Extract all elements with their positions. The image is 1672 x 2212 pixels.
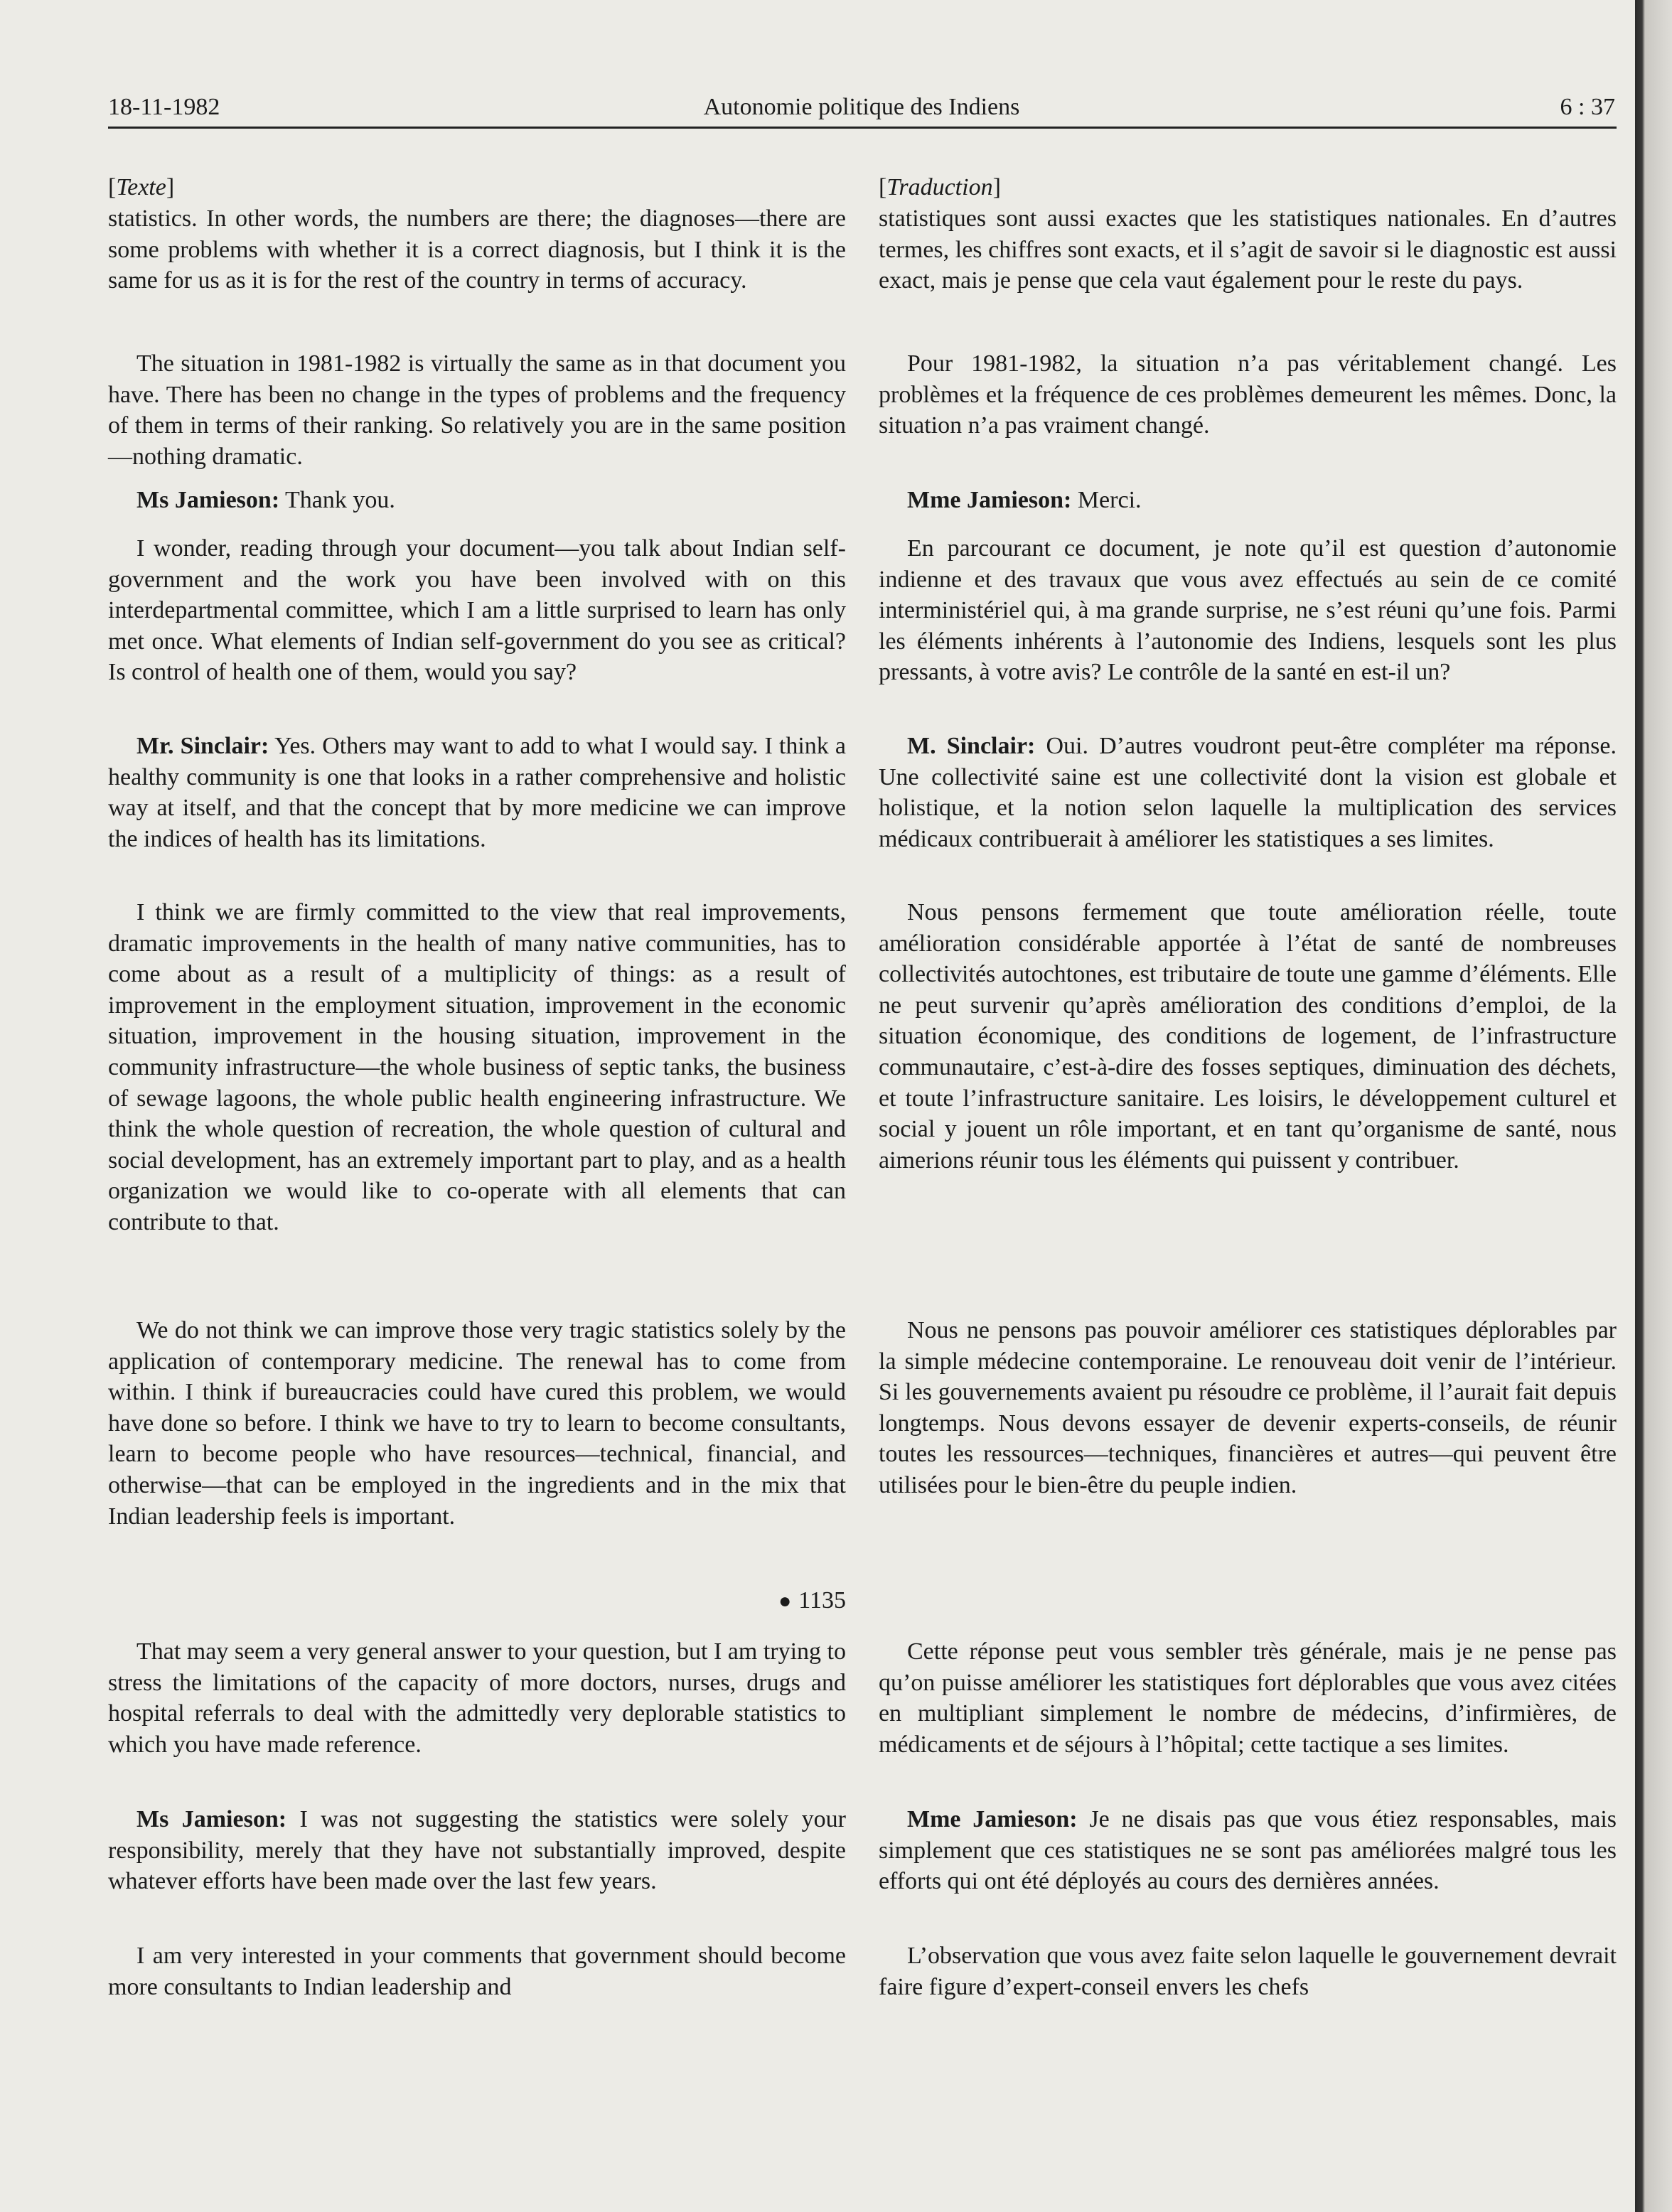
paragraph: Mme Jamieson: Je ne disais pas que vous étiez responsables, mais simplement que ces statistiques ne se sont pas améliorées malgré tous les efforts qui ont été déployés au cours des dernières années. <box>879 1806 1617 1895</box>
timestamp: ● 1135 <box>778 1587 846 1614</box>
paragraph: L’observation que vous avez faite selon laquelle le gouvernement devrait faire figure d’expert-conseil envers les chefs <box>879 1943 1617 2000</box>
paragraph: Mme Jamieson: Merci. <box>907 487 1142 513</box>
speaker-name: Mme Jamieson: <box>907 487 1072 513</box>
paragraph: Cette réponse peut vous sembler très générale, mais je ne pense pas qu’on puisse améliorer les statistiques fort déplorables que vous avez citées en multipliant simplement le nombre de médecins, d’infirmières, de médicaments et de séjours à l’hôpital; cette tactique a ses limites. <box>879 1638 1617 1758</box>
paragraph: Ms Jamieson: I was not suggesting the statistics were solely your responsibility, merely that they have not substantially improved, despite whatever efforts have been made over the last few years. <box>108 1806 846 1895</box>
paragraph: statistiques sont aussi exactes que les statistiques nationales. En d’autres termes, les chiffres sont exacts, et il s’agit de savoir si le diagnostic est aussi exact, mais je pense que cela vaut également pour le reste du pays. <box>879 205 1617 294</box>
paragraph: I wonder, reading through your document—you talk about Indian self-government and the work you have been involved with on this interdepartmental committee, which I am a little surprised to learn has only met once. What elements of Indian self-government do you see as critical? Is control of health one of them, would you say? <box>108 535 846 686</box>
speaker-name: Ms Jamieson: <box>136 1806 287 1832</box>
section-label-traduction: [Traduction] <box>879 174 1001 200</box>
paragraph: I think we are firmly committed to the view that real improvements, dramatic improvements in the health of many native communities, has to come about as a result of a multiplicity of things: as a result of improvement in the employment situation, improvement in the economic situation, improvement in the housing situation, improvement in the community infrastructure—the whole business of septic tanks, the business of sewage lagoons, the whole public health engineering infrastructure. We think the whole question of recreation, the whole question of cultural and social development, has an extremely important part to play, and as a health organization we would like to co-operate with all elements that can contribute to that. <box>108 899 846 1235</box>
header-page-number: 6 : 37 <box>1560 94 1615 120</box>
speaker-name: M. Sinclair: <box>907 733 1036 759</box>
section-label-texte: [Texte] <box>108 174 175 200</box>
header-title: Autonomie politique des Indiens <box>703 94 1020 120</box>
paragraph: Pour 1981-1982, la situation n’a pas véritablement changé. Les problèmes et la fréquence de ces problèmes demeurent les mêmes. Donc, la situation n’a pas vraiment changé. <box>879 350 1617 439</box>
speaker-name: Mme Jamieson: <box>907 1806 1078 1832</box>
paragraph: Nous pensons fermement que toute amélioration réelle, toute amélioration considérable apportée à l’état de santé de nombreuses collectivités autochtones, est tributaire de toute une gamme d’éléments. Elle ne peut survenir qu’après amélioration des conditions d’emploi, de la situation économique, des conditions de logement, de l’infrastructure communautaire, c’est-à-dire des fosses septiques, diminuation des déchets, et toute l’infrastructure sanitaire. Les loisirs, le développement culturel et social y jouent un rôle important, et en tant qu’organisme de santé, nous aimerions réunir tous les éléments qui puissent y contribuer. <box>879 899 1617 1174</box>
paragraph: En parcourant ce document, je note qu’il est question d’autonomie indienne et des travaux que vous avez effectués au sein de ce comité interministériel qui, à ma grande surprise, ne s’est réuni qu’une fois. Parmi les éléments inhérents à l’autonomie des Indiens, lesquels sont les plus pressants, à votre avis? Le contrôle de la santé en est-il un? <box>879 535 1617 686</box>
paragraph: The situation in 1981-1982 is virtually the same as in that document you have. There has been no change in the types of problems and the frequency of them in terms of their ranking. So relatively you are in the same position—nothing dramatic. <box>108 350 846 470</box>
paragraph: statistics. In other words, the numbers are there; the diagnoses—there are some problems with whether it is a correct diagnosis, but I think it is the same for us as it is for the rest of the country in terms of accuracy. <box>108 205 846 294</box>
paragraph: That may seem a very general answer to your question, but I am trying to stress the limitations of the capacity of more doctors, nurses, drugs and hospital referrals to deal with the admittedly very deplorable statistics to which you have made reference. <box>108 1638 846 1758</box>
header-rule <box>108 127 1617 129</box>
speaker-name: Mr. Sinclair: <box>136 733 269 759</box>
speaker-name: Ms Jamieson: <box>136 487 280 513</box>
paragraph: M. Sinclair: Oui. D’autres voudront peut-être compléter ma réponse. Une collectivité saine est une collectivité dont la vision est globale et holistique, et la notion selon laquelle la multiplication des services médicaux contribuerait à améliorer les statistiques a ses limites. <box>879 733 1617 852</box>
paragraph: I am very interested in your comments that government should become more consultants to Indian leadership and <box>108 1943 846 2000</box>
paragraph: We do not think we can improve those very tragic statistics solely by the application of contemporary medicine. The renewal has to come from within. I think if bureaucracies could have cured this problem, we would have done so before. I think we have to try to learn to become consultants, learn to become people who have resources—technical, financial, and otherwise—that can be employed in the ingredients and in the mix that Indian leadership feels is important. <box>108 1317 846 1530</box>
paragraph: Nous ne pensons pas pouvoir améliorer ces statistiques déplorables par la simple médecine contemporaine. Le renouveau doit venir de l’intérieur. Si les gouvernements avaient pu résoudre ce problème, il l’aurait fait depuis longtemps. Nous devons essayer de devenir experts-conseils, de réunir toutes les ressources—techniques, financières et autres—qui peuvent être utilisées pour le bien-être du peuple indien. <box>879 1317 1617 1498</box>
header-date: 18-11-1982 <box>108 94 220 120</box>
paragraph: Ms Jamieson: Thank you. <box>136 487 395 513</box>
paragraph: Mr. Sinclair: Yes. Others may want to add to what I would say. I think a healthy community is one that looks in a rather comprehensive and holistic way at itself, and that the concept that by more medicine we can improve the indices of health has its limitations. <box>108 733 846 852</box>
running-header <box>108 90 1615 125</box>
page-edge <box>1635 0 1672 2212</box>
